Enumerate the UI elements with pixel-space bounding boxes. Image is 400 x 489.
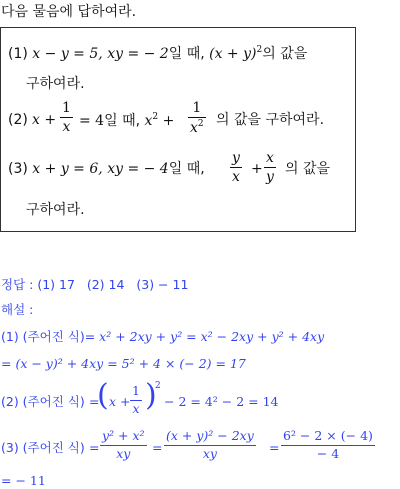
solution-2-rest: − 2 = 4² − 2 = 14 [164,394,279,409]
problem-2-condition [79,113,174,128]
problem-3-fraction-1 [230,151,242,184]
solution-2-exponent: 2 [155,381,161,391]
problem-3-fraction-2 [264,151,276,184]
answer-item-1: (1) 17 [37,277,75,292]
answer-line [1,279,188,292]
problem-3-fraction-2-denominator: y [266,169,274,185]
solution-1-line-1 [1,331,324,344]
problem-2-expr-exponent: 2 [152,112,159,122]
problem-1-target-suffix: 의 값을 [262,46,308,62]
problem-2-fraction-2-denominator-exponent: 2 [197,119,204,129]
solution-3-fraction-3-numerator: 6² − 2 × (− 4) [283,428,373,443]
solution-3-equals-2: = [152,440,163,455]
solution-3-fraction-1-denominator: xy [100,445,147,461]
solution-2-fraction-denominator: x [130,400,142,416]
problem-3-plus: + [251,161,263,177]
problem-2-fraction-denominator: x [60,117,73,134]
answer-label: 정답 : [1,277,34,292]
solution-3-fraction-1 [100,430,147,460]
problem-2-word: 일 때, [104,113,141,129]
problem-3-tail: 의 값을 [285,161,331,177]
problem-1 [8,46,307,61]
solution-1-line-2: = (x − y)² + 4xy = 5² + 4 × (− 2) = 17 [1,356,246,371]
problem-2-fraction-numerator: 1 [62,100,71,116]
solution-3-final: = − 11 [1,473,46,488]
problem-3-number: (3) [8,161,28,177]
problem-2-tail: 의 값을 구하여라. [216,112,325,128]
problem-1-number: (1) [8,46,28,62]
solution-3-fraction-2-denominator: xy [164,445,256,461]
problem-3-condition-2: xy = − 4 [107,161,169,177]
solution-3-fraction-1-numerator: y² + x² [102,428,145,443]
problem-1-target: (x + y) [209,46,257,62]
solution-3-equals-3: = [269,440,280,455]
problem-2-rhs: = 4 [79,113,105,129]
problem-2-expr-x: x [144,113,153,129]
problem-2-fraction-2 [188,101,206,135]
problem-1-condition-1: x − y = 5, [32,46,103,62]
solution-3-fraction-2 [164,430,256,460]
problem-2-fraction-2-denominator [188,117,206,135]
solution-2-inner: x + [109,394,131,409]
problem-1-target-exponent: 2 [256,45,263,55]
problem-3-word: 일 때, [168,161,205,177]
problem-3-fraction-1-denominator: x [230,167,242,184]
solution-label: 해설 : [1,302,34,317]
solution-2-right-paren: ) [145,378,157,413]
problem-2-number: (2) [8,112,28,128]
solution-2-prefix: (2) (주어진 식) [1,394,85,409]
solution-2-equals: = [89,394,100,409]
problem-1-word: 일 때, [168,46,205,62]
instruction: 다음 물음에 답하여라. [1,4,137,20]
problem-2-fraction-2-numerator: 1 [192,100,202,116]
problem-2-lhs: x + [32,112,57,128]
problem-1-continuation: 구하여라. [26,76,85,92]
problem-3-fraction-1-numerator: y [232,150,240,166]
problem-3-condition-1: x + y = 6, [32,161,103,177]
solution-3-fraction-3-denominator: − 4 [281,445,375,461]
problem-3-continuation: 구하여라. [26,202,85,218]
problem-1-condition-2: xy = − 2 [107,46,169,62]
solution-2-fraction [130,385,142,415]
solution-2-fraction-numerator: 1 [132,383,140,398]
solution-3-fraction-2-numerator: (x + y)² − 2xy [166,428,254,443]
solution-3-prefix: (3) (주어진 식) [1,440,85,455]
solution-3-equals-1: = [89,440,100,455]
solution-1-prefix: (1) (주어진 식) [1,329,85,344]
answer-item-3: (3) − 11 [136,277,189,292]
answer-item-2: (2) 14 [86,277,125,292]
problem-3 [8,162,205,176]
problem-2-expr-plus: + [162,113,175,129]
solution-3-fraction-3 [281,430,375,460]
problem-2-fraction [60,101,73,134]
solution-1-expansion: = x² + 2xy + y² = x² − 2xy + y² + 4xy [84,329,325,344]
solution-2-left-paren: ( [97,378,109,413]
problem-3-fraction-2-numerator: x [266,150,274,166]
problem-2-fraction-2-denominator-base: x [190,120,198,136]
